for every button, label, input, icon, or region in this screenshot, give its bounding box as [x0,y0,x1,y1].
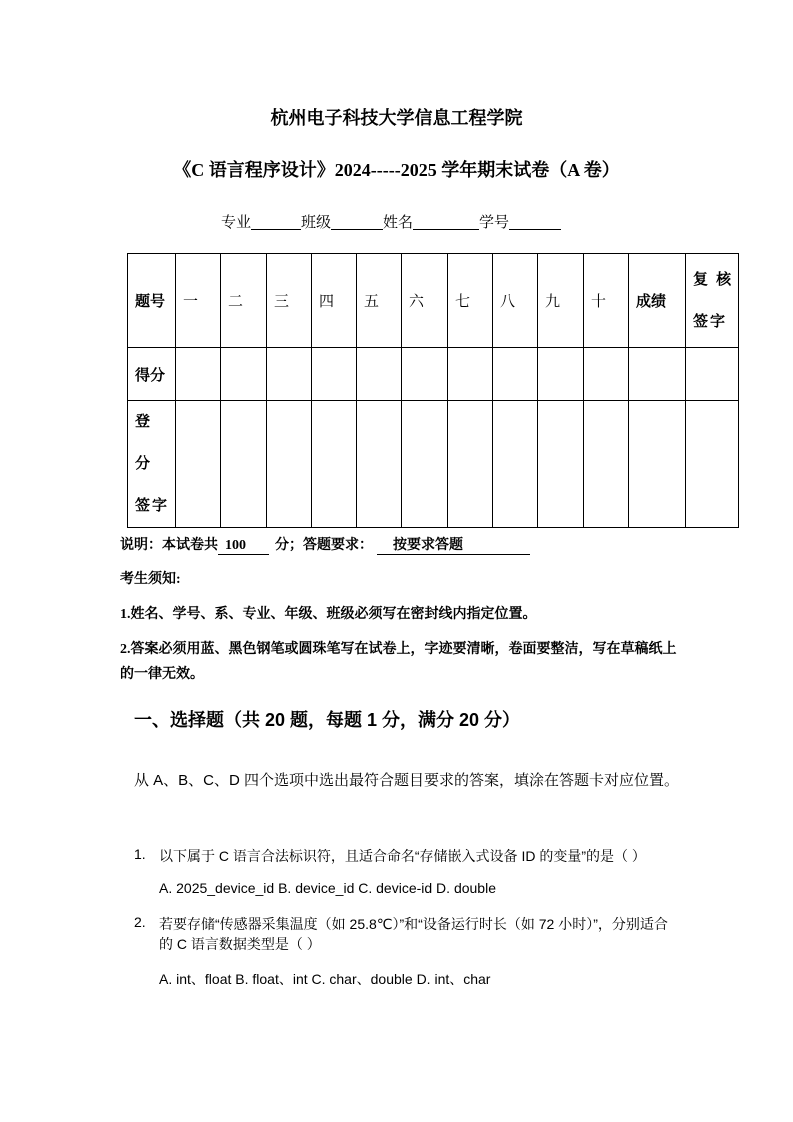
notice-item-1: 1.姓名、学号、系、专业、年级、班级必须写在密封线内指定位置。 [120,607,537,622]
column-header-8: 八 [493,254,538,348]
review-label-line2: 签字 [693,312,728,330]
sign-cell-7[interactable] [448,401,493,528]
score-cell-1[interactable] [176,348,221,401]
class-field[interactable] [331,213,383,230]
score-cell-3[interactable] [267,348,312,401]
score-cell-total[interactable] [629,348,686,401]
total-score-header: 成绩 [629,254,686,348]
score-cell-8[interactable] [493,348,538,401]
notice-heading: 考生须知: [120,572,181,587]
question-number: 2. [134,914,146,930]
sign-cell-3[interactable] [267,401,312,528]
column-header-1: 一 [176,254,221,348]
question-number-header: 题号 [128,254,176,348]
notice-item-2: 2.答案必须用蓝、黑色钢笔或圆珠笔写在试卷上，字迹要清晰，卷面要整洁，写在草稿纸上的一律无效。 [120,642,677,682]
sign-cell-10[interactable] [584,401,629,528]
table-header-row [128,254,739,348]
score-cell-7[interactable] [448,348,493,401]
student-id-label: 学号 [479,214,510,231]
sign-cell-6[interactable] [402,401,448,528]
column-header-4: 四 [312,254,357,348]
note-prefix: 说明：本试卷共 [120,538,218,553]
question-options[interactable]: A. 2025_device_id B. device_id C. device-id D. double [159,880,496,896]
score-cell-6[interactable] [402,348,448,401]
total-score-value: 100 [218,538,269,555]
column-header-7: 七 [448,254,493,348]
score-row-label: 得分 [128,348,176,401]
class-label: 班级 [301,214,332,231]
sign-cell-review[interactable] [686,401,739,528]
name-field[interactable] [413,213,479,230]
major-field[interactable] [251,213,301,230]
question-number: 1. [134,846,146,862]
section-description: 从 A、B、C、D 四个选项中选出最符合题目要求的答案，填涂在答题卡对应位置。 [134,772,680,789]
sign-cell-4[interactable] [312,401,357,528]
column-header-3: 三 [267,254,312,348]
question-options[interactable]: A. int、float B. float、int C. char、double D. int、char [159,971,491,987]
sign-cell-8[interactable] [493,401,538,528]
score-table [127,253,739,528]
student-info-line [221,211,561,232]
sign-cell-5[interactable] [357,401,402,528]
answer-requirement-value: 按要求答题 [377,534,530,555]
sign-cell-9[interactable] [538,401,584,528]
sign-label-line2: 签字 [135,497,170,514]
question-text: 若要存储“传感器采集温度（如 25.8℃）”和“设备运行时长（如 72 小时）”，分别适合的 C 语言数据类型是（ ） [159,916,668,952]
name-label: 姓名 [383,214,414,231]
sign-cell-2[interactable] [221,401,267,528]
school-title: 杭州电子科技大学信息工程学院 [270,108,523,128]
score-cell-4[interactable] [312,348,357,401]
sign-row-label [128,401,176,528]
column-header-6: 六 [402,254,448,348]
question-text: 以下属于 C 语言合法标识符，且适合命名“存储嵌入式设备 ID 的变量”的是（ ） [159,848,646,864]
exam-title: 《C 语言程序设计》2024-----2025 学年期末试卷（A 卷） [173,160,620,180]
major-label: 专业 [221,214,252,231]
sign-label-line1: 登 分 [135,413,153,472]
column-header-10: 十 [584,254,629,348]
sign-cell-1[interactable] [176,401,221,528]
student-id-field[interactable] [509,213,561,230]
score-cell-10[interactable] [584,348,629,401]
score-cell-review[interactable] [686,348,739,401]
section-title: 一、选择题（共 20 题，每题 1 分，满分 20 分） [134,710,521,730]
score-cell-9[interactable] [538,348,584,401]
column-header-5: 五 [357,254,402,348]
column-header-9: 九 [538,254,584,348]
score-cell-5[interactable] [357,348,402,401]
sign-cell-total[interactable] [629,401,686,528]
column-header-2: 二 [221,254,267,348]
review-label-line1: 复 核 [693,270,734,288]
note-score-unit: 分；答题要求： [275,538,373,553]
score-row [128,348,739,401]
sign-row [128,401,739,528]
exam-note [120,534,530,555]
score-cell-2[interactable] [221,348,267,401]
review-sign-header [686,254,739,348]
